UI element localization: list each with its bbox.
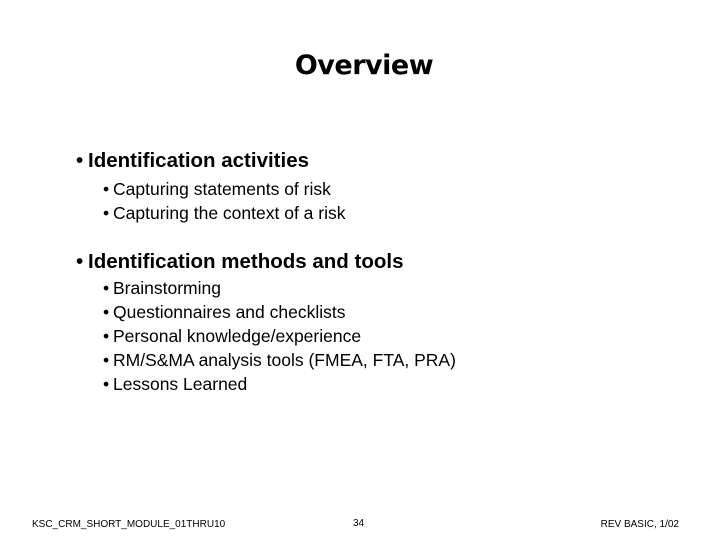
section-identification-methods	[76, 250, 696, 396]
slide-title: Overview	[294, 50, 434, 81]
sub-list	[76, 276, 696, 396]
bullet-icon: •	[103, 203, 110, 223]
bullet-icon: •	[76, 149, 84, 172]
list-item	[103, 300, 696, 324]
section-heading-text: Identification activities	[88, 149, 309, 172]
section-identification-activities	[76, 149, 696, 225]
section-heading	[76, 250, 696, 274]
list-item	[103, 372, 696, 396]
list-item-text: Questionnaires and checklists	[113, 302, 346, 322]
list-item	[103, 201, 696, 225]
list-item	[103, 348, 696, 372]
bullet-icon: •	[103, 302, 110, 322]
bullet-icon: •	[103, 350, 110, 370]
section-heading-text: Identification methods and tools	[88, 250, 404, 273]
list-item-text: Personal knowledge/experience	[113, 326, 362, 346]
list-item-text: Capturing statements of risk	[113, 179, 331, 199]
list-item	[103, 324, 696, 348]
page-number: 34	[353, 518, 365, 529]
list-item-text: Lessons Learned	[113, 374, 248, 394]
sub-list	[76, 177, 696, 225]
bullet-icon: •	[103, 278, 110, 298]
section-heading	[76, 149, 696, 173]
footer-revision: REV BASIC, 1/02	[600, 519, 679, 530]
bullet-icon: •	[103, 326, 110, 346]
list-item-text: Brainstorming	[113, 278, 221, 298]
list-item-text: Capturing the context of a risk	[113, 203, 346, 223]
list-item	[103, 276, 696, 300]
bullet-icon: •	[103, 374, 110, 394]
bullet-icon: •	[103, 179, 110, 199]
footer-module-id: KSC_CRM_SHORT_MODULE_01THRU10	[32, 519, 226, 530]
list-item	[103, 177, 696, 201]
list-item-text: RM/S&MA analysis tools (FMEA, FTA, PRA)	[113, 350, 456, 370]
bullet-icon: •	[76, 250, 84, 273]
